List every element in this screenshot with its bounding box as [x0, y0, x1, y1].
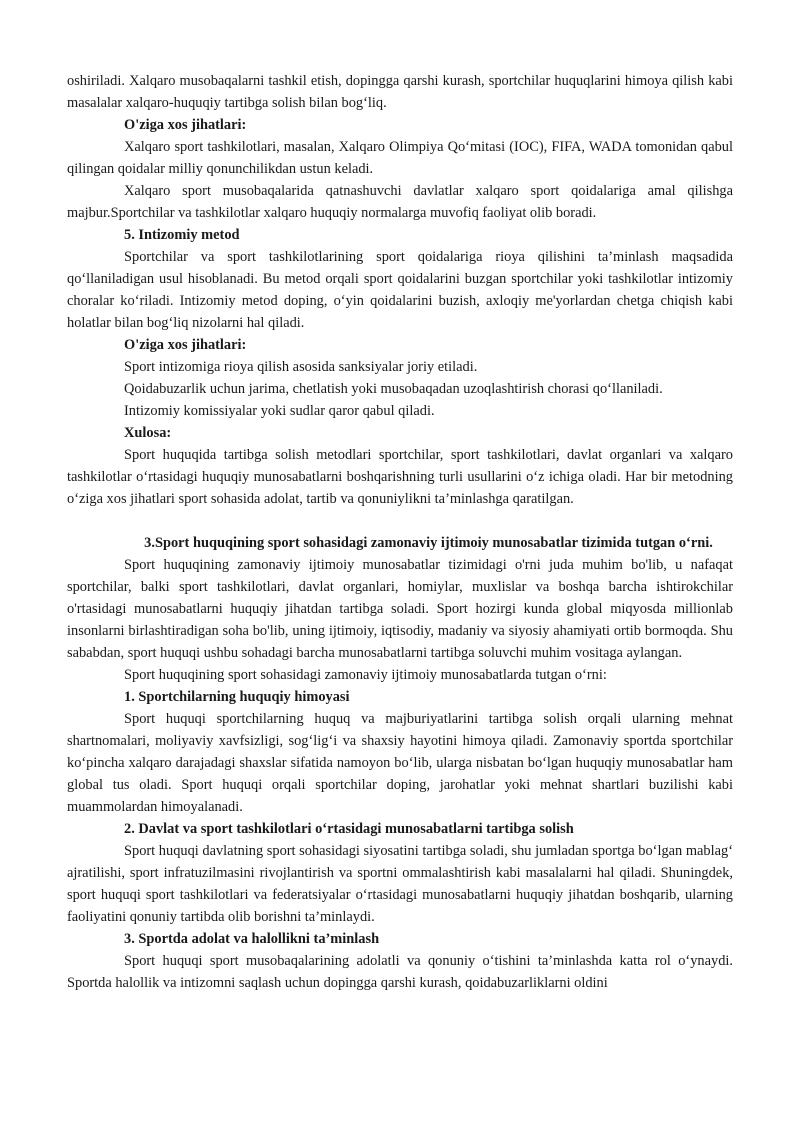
document-page — [67, 70, 733, 994]
body-paragraph: Xalqaro sport musobaqalarida qatnashuvchi davlatlar xalqaro sport qoidalariga amal qilishga majbur.Sportchilar va tashkilotlar xalqaro huquqiy normalarga muvofiq faoliyat olib boradi. — [67, 183, 733, 221]
section-title: 3.Sport huquqining sport sohasidagi zamonaviy ijtimoiy munosabatlar tizimida tutgan o‘rni. — [144, 535, 713, 551]
body-paragraph: Sport huquqida tartibga solish metodlari sportchilar, sport tashkilotlari, davlat organlari va xalqaro tashkilotlar o‘rtasidagi huquqiy munosabatlarni boshqarishning turli usullarini o‘z ichiga oladi. Har bir metodning o‘ziga xos jihatlari sport sohasida adolat, tartib va qonuniylikni ta’minlashga qaratilgan. — [67, 447, 733, 507]
body-paragraph: Sportchilar va sport tashkilotlarining sport qoidalariga rioya qilishini ta’minlash maqsadida qo‘llaniladigan usul hisoblanadi. Bu metod orqali sport qoidalarini buzgan sportchilar yoki tashkilotlar intizomiy choralar ko‘riladi. Intizomiy metod doping, o‘yin qoidalarini buzish, axloqiy me'yorlardan chetga chiqish kabi holatlar bilan bog‘liq nizolarni hal qiladi. — [67, 249, 733, 331]
body-paragraph: Sport huquqi sportchilarning huquq va majburiyatlarini tartibga solish orqali ularning mehnat shartnomalari, moliyaviy xavfsizligi, sog‘lig‘i va shaxsiy hayotini himoya qiladi. Zamonaviy sportda sportchilar ko‘pincha xalqaro darajadagi shaxslar sifatida namoyon bo‘lib, ularga nisbatan bo‘lgan huquqiy munosabatlar ham global tus oladi. Sport huquqi orqali sportchilar doping, jarohatlar yoki mehnat shartlari buzilishi kabi muammolardan himoyalanadi. — [67, 711, 733, 815]
section-heading: O'ziga xos jihatlari: — [124, 337, 247, 353]
body-paragraph: oshiriladi. Xalqaro musobaqalarni tashkil etish, dopingga qarshi kurash, sportchilar huquqlarini himoya qilish kabi masalalar xalqaro-huquqiy tartibga solish bilan bog‘liq. — [67, 73, 733, 111]
body-paragraph: Xalqaro sport tashkilotlari, masalan, Xalqaro Olimpiya Qo‘mitasi (IOC), FIFA, WADA tomonidan qabul qilingan qoidalar milliy qonunchilikdan ustun keladi. — [67, 139, 733, 177]
section-heading: O'ziga xos jihatlari: — [124, 117, 247, 133]
body-paragraph: Sport huquqi davlatning sport sohasidagi siyosatini tartibga soladi, shu jumladan sportga bo‘lgan mablag‘ ajratilishi, sport infratuzilmasini rivojlantirish va sportni ommalashtirish kabi masalalarni hal qiladi. Shuningdek, sport huquqi sport tashkilotlari va federatsiyalar o‘rtasidagi munosabatlarni huquqiy jihatdan boshqarib, ularning faoliyatini qonuniy tartibda olib borishni ta’minlaydi. — [67, 843, 733, 925]
body-paragraph: Sport huquqining sport sohasidagi zamonaviy ijtimoiy munosabatlarda tutgan o‘rni: — [124, 667, 607, 683]
section-heading: 3. Sportda adolat va halollikni ta’minlash — [124, 931, 380, 947]
body-paragraph: Sport intizomiga rioya qilish asosida sanksiyalar joriy etiladi. — [124, 359, 478, 375]
section-heading: 5. Intizomiy metod — [124, 227, 240, 243]
body-paragraph: Qoidabuzarlik uchun jarima, chetlatish yoki musobaqadan uzoqlashtirish chorasi qo‘llaniladi. — [124, 381, 663, 397]
body-paragraph: Sport huquqi sport musobaqalarining adolatli va qonuniy o‘tishini ta’minlashda katta rol o‘ynaydi. Sportda halollik va intizomni saqlash uchun dopingga qarshi kurash, qoidabuzarliklarni oldini — [67, 953, 733, 991]
section-heading: Xulosa: — [124, 425, 172, 441]
body-paragraph: Sport huquqining zamonaviy ijtimoiy munosabatlar tizimidagi o'rni juda muhim bo'lib, u nafaqat sportchilar, balki sport tashkilotlari, davlat organlari, homiylar, muxlislar va boshqa barcha ishtirokchilar o'rtasidagi munosabatlarni huquqiy jihatdan tartibga soladi. Sport hozirgi kunda global miqyosda millionlab insonlarni birlashtiradigan soha bo'lib, uning ijtimoiy, iqtisodiy, madaniy va siyosiy ahamiyati ortib bormoqda. Shu sababdan, sport huquqi ushbu sohadagi barcha munosabatlarni tartibga soluvchi muhim vositaga aylangan. — [67, 557, 733, 661]
section-heading: 2. Davlat va sport tashkilotlari o‘rtasidagi munosabatlarni tartibga solish — [124, 821, 574, 837]
section-heading: 1. Sportchilarning huquqiy himoyasi — [124, 689, 350, 705]
body-paragraph: Intizomiy komissiyalar yoki sudlar qaror qabul qiladi. — [124, 403, 435, 419]
